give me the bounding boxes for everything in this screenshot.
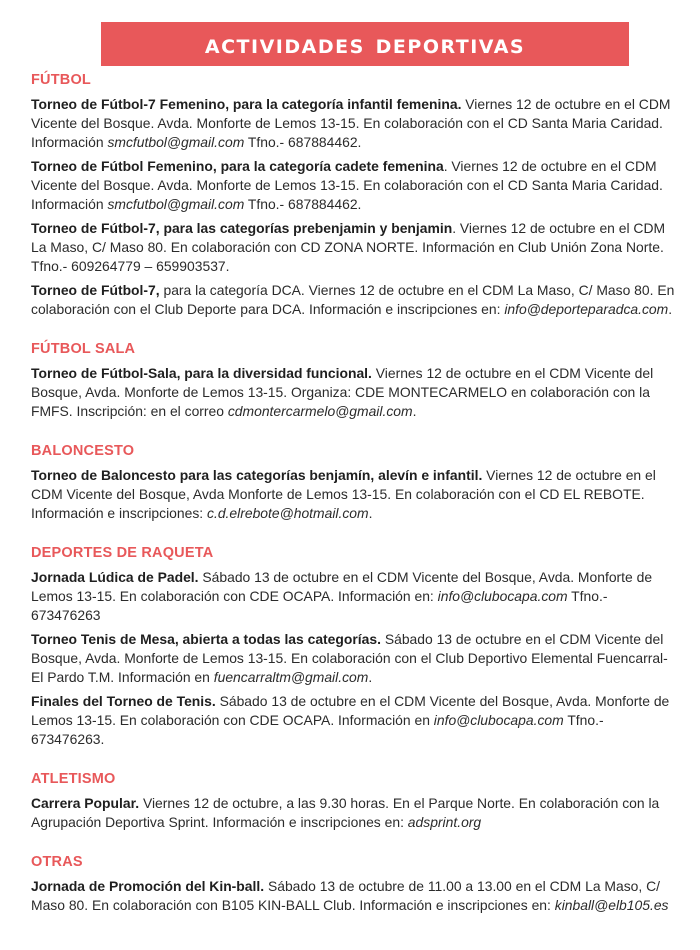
activity-entry xyxy=(31,281,679,319)
activity-contact-phone: . xyxy=(368,669,373,685)
activity-details: . Viernes 12 de octubre en el CDM Vicente del Bosque. Avda. Monforte de Lemos 13-15. En colaboración con el CD Santa Maria Caridad. Información xyxy=(31,158,663,212)
activity-entry xyxy=(31,568,679,625)
activities-list xyxy=(31,72,679,937)
page-title: actividades deportivas xyxy=(204,28,526,60)
section-atletismo xyxy=(31,771,679,832)
section-heading: FÚTBOL xyxy=(31,72,91,88)
contact-email-link[interactable]: kinball@elb105.es xyxy=(554,897,669,913)
section-deportes-de-raqueta xyxy=(31,545,679,749)
activity-name: Jornada de Promoción del Kin-ball. xyxy=(31,878,265,894)
activity-entry xyxy=(31,794,679,832)
title-banner xyxy=(101,22,629,66)
section-baloncesto xyxy=(31,443,679,523)
section-otras xyxy=(31,854,679,915)
activity-name: Torneo Tenis de Mesa, abierta a todas las categorías. xyxy=(31,631,381,647)
activity-entry xyxy=(31,692,679,749)
activity-details: Viernes 12 de octubre en el CDM Vicente del Bosque, Avda Monforte de Lemos 13-15. En colaboración con el CD EL REBOTE. Información e inscripciones: xyxy=(31,467,656,521)
section-heading: ATLETISMO xyxy=(31,771,116,787)
activity-details: Sábado 13 de octubre en el CDM Vicente del Bosque, Avda. Monforte de Lemos 13-15. En colaboración con CDE OCAPA. Información en xyxy=(31,693,670,728)
contact-email-link[interactable]: adsprint.org xyxy=(407,814,482,830)
section-heading: FÚTBOL SALA xyxy=(31,341,136,357)
contact-email-link[interactable]: c.d.elrebote@hotmail.com xyxy=(207,505,369,521)
activity-contact-phone: . xyxy=(412,403,417,419)
section-fútbol-sala xyxy=(31,341,679,421)
activity-name: Torneo de Fútbol-7 Femenino xyxy=(31,96,226,112)
activity-name: Jornada Lúdica de Padel. xyxy=(31,569,199,585)
activity-contact-phone: . xyxy=(368,505,373,521)
activity-entry xyxy=(31,219,679,276)
activity-contact-phone: Tfno.- 673476263 xyxy=(31,588,608,623)
activity-contact-phone: Tfno.- 687884462. xyxy=(244,134,362,150)
section-heading: BALONCESTO xyxy=(31,443,135,459)
activity-entry xyxy=(31,95,679,152)
activity-details: Viernes 12 de octubre en el CDM Vicente del Bosque. Avda. Monforte de Lemos 13-15. En colaboración con el CD Santa Maria Caridad. Información xyxy=(31,96,671,150)
activity-entry xyxy=(31,364,679,421)
activity-details: Sábado 13 de octubre en el CDM Vicente del Bosque, Avda. Monforte de Lemos 13-15. En colaboración con el Club Deportivo Elemental Fuencarral-El Pardo T.M. Información en xyxy=(31,631,668,685)
activity-contact-phone: . xyxy=(668,301,673,317)
activity-contact-phone: Tfno.- 673476263. xyxy=(31,712,604,747)
activity-details: Viernes 12 de octubre, a las 9.30 horas. En el Parque Norte. En colaboración con la Agrupación Deportiva Sprint. Información e inscripciones en: xyxy=(31,795,660,830)
activity-details: Sábado 13 de octubre de 11.00 a 13.00 en el CDM La Maso, C/ Maso 80. En colaboración con B105 KIN-BALL Club. Información e inscripciones en: xyxy=(31,878,660,913)
activity-name: Finales del Torneo de Tenis. xyxy=(31,693,216,709)
contact-email-link[interactable]: info@deporteparadca.com xyxy=(504,301,669,317)
activity-entry xyxy=(31,630,679,687)
activity-details: . Viernes 12 de octubre en el CDM La Maso, C/ Maso 80. En colaboración con CD ZONA NORTE. Información en Club Unión Zona Norte. Tfno.- 609264779 – 659903537. xyxy=(31,220,666,274)
contact-email-link[interactable]: cdmontercarmelo@gmail.com xyxy=(227,403,413,419)
activity-entry xyxy=(31,157,679,214)
activity-entry xyxy=(31,466,679,523)
activity-contact-phone: Tfno.- 687884462. xyxy=(244,196,362,212)
activity-category: , para la categoría infantil femenina. xyxy=(225,96,462,112)
section-heading: OTRAS xyxy=(31,854,83,870)
activity-name: Torneo de Fútbol-7, xyxy=(31,282,160,298)
activity-entry xyxy=(31,877,679,915)
section-heading: DEPORTES DE RAQUETA xyxy=(31,545,214,561)
contact-email-link[interactable]: smcfutbol@gmail.com xyxy=(107,196,245,212)
activity-name: Carrera Popular. xyxy=(31,795,140,811)
activity-details: Viernes 12 de octubre en el CDM Vicente del Bosque, Avda. Monforte de Lemos 13-15. Organiza: CDE MONTECARMELO en colaboración con la FMFS. Inscripción: en el correo xyxy=(31,365,654,419)
activity-name: Torneo de Fútbol-Sala, para la diversidad funcional. xyxy=(31,365,372,381)
activity-details: para la categoría DCA. Viernes 12 de octubre en el CDM La Maso, C/ Maso 80. En colaboración con el Club Deporte para DCA. Información e inscripciones en: xyxy=(31,282,675,317)
contact-email-link[interactable]: info@clubocapa.com xyxy=(433,712,564,728)
activity-details: Sábado 13 de octubre en el CDM Vicente del Bosque, Avda. Monforte de Lemos 13-15. En colaboración con CDE OCAPA. Información en: xyxy=(31,569,653,604)
section-fútbol xyxy=(31,72,679,319)
activity-name: Torneo de Fútbol Femenino, para la categoría cadete femenina xyxy=(31,158,444,174)
contact-email-link[interactable]: smcfutbol@gmail.com xyxy=(107,134,245,150)
activity-name: Torneo de Baloncesto para las categorías benjamín, alevín e infantil. xyxy=(31,467,483,483)
contact-email-link[interactable]: info@clubocapa.com xyxy=(437,588,568,604)
contact-email-link[interactable]: fuencarraltm@gmail.com xyxy=(213,669,369,685)
activity-name: Torneo de Fútbol-7, para las categorías prebenjamin y benjamin xyxy=(31,220,453,236)
